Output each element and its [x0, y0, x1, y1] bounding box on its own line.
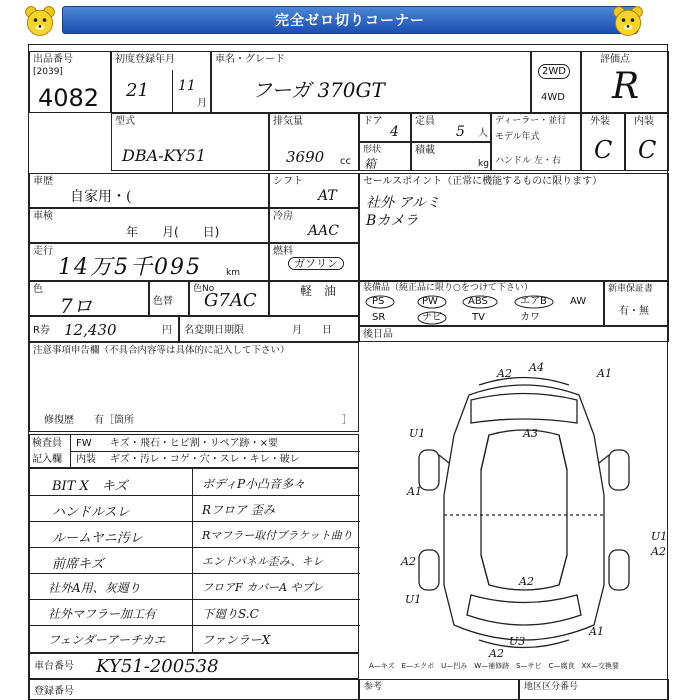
- equip-pw: PW: [422, 296, 438, 307]
- model-value: フーガ 370GT: [252, 78, 385, 102]
- equip-ps: PS: [372, 296, 385, 307]
- mark-a2-right: A2: [651, 545, 666, 558]
- first-reg-year: 21: [126, 80, 149, 101]
- notes-label: 注意事項申告欄（不具合内容等は具体的に記入して下さい）: [33, 345, 290, 356]
- door-label: ドア: [363, 116, 383, 127]
- mark-u1-left: U1: [409, 427, 426, 440]
- registration-label: 登録番号: [34, 686, 74, 697]
- mark-u3: U3: [509, 635, 526, 648]
- lot-label: 出品番号: [33, 54, 73, 65]
- mileage-label: 走行: [33, 246, 53, 257]
- mark-a2-left: A2: [401, 555, 416, 568]
- first-reg-label: 初度登録年月: [115, 54, 175, 65]
- recycle-label: R券: [33, 325, 50, 336]
- load-label: 積載: [415, 145, 435, 156]
- exterior-value: C: [594, 136, 613, 164]
- type-value: DBA-KY51: [122, 146, 206, 165]
- banner-title: 完全ゼロ切りコーナー: [275, 13, 425, 29]
- name-change-label: 名変期日期限: [184, 325, 244, 336]
- body-label: 形状: [363, 145, 382, 155]
- dealer-label: ディーラー・並行: [495, 116, 567, 126]
- drive-box: [531, 51, 581, 113]
- auction-sheet: [28, 44, 668, 700]
- diagram-legend: A—キズ E—エクボ U—凹み W—補修跡 S—サビ C—腐食 XX—交換要: [369, 662, 620, 670]
- displacement-box: [269, 113, 359, 171]
- mark-a1-rear: A1: [589, 625, 604, 638]
- mileage-box: [29, 243, 269, 281]
- reference-label: 参考: [364, 682, 383, 692]
- remark-left-7: フェンダーアーチカエ: [48, 633, 166, 647]
- fuel-other: 軽 油: [300, 284, 337, 298]
- chassis-value: KY51-200538: [96, 656, 219, 677]
- mark-a3: A3: [523, 427, 538, 440]
- interior-label-2: 内装: [76, 454, 96, 465]
- fuel-value: ガソリン: [288, 257, 344, 270]
- first-registration-box: [111, 51, 211, 113]
- ac-value: AAC: [308, 223, 339, 239]
- mark-a1-top: A1: [597, 367, 612, 380]
- remark-left-3: ルームヤニ汚レ: [52, 531, 143, 546]
- car-history-box: [29, 173, 269, 208]
- drive-4wd: 4WD: [541, 92, 565, 103]
- remarks-box: [29, 468, 359, 653]
- name-change-box: [179, 316, 359, 342]
- remark-left-4: 前席キズ: [52, 557, 104, 572]
- warranty-box: [604, 281, 669, 326]
- repair-close: ］: [342, 415, 352, 426]
- type-box: [111, 113, 269, 171]
- lot-number-box: [29, 51, 111, 113]
- recycle-value: 12,430: [64, 321, 117, 339]
- yen-unit: 円: [162, 325, 172, 336]
- interior-items: ギズ・汚レ・コゲ・穴・スレ・キレ・破レ: [110, 454, 300, 465]
- fw-label: FW: [76, 438, 92, 449]
- capacity-label: 定員: [415, 116, 435, 127]
- color-no-value: G7AC: [204, 290, 257, 311]
- capacity-box: [411, 113, 491, 142]
- person-unit: 人: [478, 128, 488, 139]
- inspector-label: 検査員: [32, 438, 62, 449]
- fuel-label: 燃料: [273, 246, 293, 257]
- mark-u1-right-2: U1: [405, 593, 422, 606]
- ac-box: [269, 208, 359, 243]
- chassis-label: 車台番号: [34, 661, 74, 672]
- grade-label: 評価点: [600, 54, 630, 65]
- model-year-label: モデル年式: [495, 132, 540, 142]
- bear-mascot-icon: [610, 3, 646, 39]
- inspection-label: 車検: [33, 211, 53, 222]
- remark-right-5: フロアF カバーA やブレ: [202, 581, 324, 594]
- sales-line-1: 社外 アルミ: [366, 195, 440, 211]
- body-value: 箱: [364, 157, 377, 171]
- grade-value: R: [612, 66, 640, 107]
- cc-unit: cc: [340, 156, 351, 167]
- remark-left-5: 社外A用、灰週り: [48, 581, 141, 595]
- fw-items: キズ・飛石・ヒビ割・リペア跡・×要: [110, 438, 278, 449]
- remark-right-1: ボディP小凸音多々: [202, 477, 306, 491]
- bear-mascot-icon: [22, 3, 58, 39]
- area-label: 地区区分番号: [524, 682, 579, 692]
- interior-box: [625, 113, 669, 171]
- mark-a2-rear: A2: [489, 647, 504, 660]
- equip-aw: AW: [570, 296, 587, 307]
- inspector-box: [29, 434, 359, 468]
- remark-left-1: BIT X キズ: [52, 479, 128, 494]
- remark-right-3: Rマフラー取付ブラケット曲り: [202, 529, 353, 542]
- repair-label: 修復歴 有［箇所: [44, 415, 134, 426]
- ac-label: 冷房: [273, 211, 293, 222]
- sales-line-2: Bカメラ: [366, 213, 419, 229]
- reference-box: [359, 679, 519, 700]
- equipment-label: 装備品（純正品に限り○をつけて下さい）: [363, 283, 533, 293]
- lot-number: 4082: [38, 84, 100, 112]
- equip-airbag: エアB: [520, 296, 547, 307]
- equipment-box: [359, 281, 604, 326]
- remark-right-7: ファンラーX: [202, 633, 271, 647]
- color-no-box: [189, 281, 269, 316]
- color-label: 色: [33, 284, 43, 295]
- equip-tv: TV: [472, 312, 485, 323]
- drive-2wd: 2WD: [538, 64, 570, 79]
- capacity-value: 5: [456, 124, 465, 140]
- sales-label: セールスポイント（正常に機能するものに限ります）: [363, 176, 603, 187]
- dealer-box: [491, 113, 581, 171]
- color-value: 7ロ: [60, 294, 93, 318]
- exterior-label: 外装: [590, 116, 610, 127]
- mark-a4: A4: [529, 361, 544, 374]
- recycle-box: [29, 316, 179, 342]
- fuel-other-box: [269, 281, 359, 316]
- month-unit: 月: [197, 98, 207, 109]
- equipment-circles: [360, 292, 605, 326]
- km-unit: km: [226, 268, 240, 278]
- remark-right-4: エンドパネル歪み、キレ: [202, 555, 324, 568]
- entry-label: 記入欄: [32, 454, 62, 465]
- equip-navi: ナビ: [422, 312, 442, 323]
- area-box: [519, 679, 669, 700]
- remark-left-2: ハンドルスレ: [52, 505, 130, 520]
- equip-leather: カワ: [520, 312, 540, 323]
- rear-seat-box: [359, 326, 669, 342]
- grade-box: [581, 51, 669, 113]
- handle-label: ハンドル 左・右: [495, 156, 561, 166]
- door-value: 4: [390, 124, 399, 140]
- warranty-value: 有・無: [619, 306, 649, 317]
- color-change-label: 色替: [153, 296, 173, 307]
- banner-bar: [62, 6, 638, 34]
- mark-a1-left: A1: [407, 485, 422, 498]
- color-box: [29, 281, 149, 316]
- registration-box: [29, 679, 359, 700]
- sales-point-box: [359, 173, 669, 281]
- interior-value: C: [638, 136, 657, 164]
- first-reg-month: 11: [178, 78, 196, 94]
- displacement-label: 排気量: [273, 116, 303, 127]
- load-box: [411, 142, 491, 171]
- type-label: 型式: [115, 116, 135, 127]
- shift-box: [269, 173, 359, 208]
- model-grade-box: [211, 51, 531, 113]
- color-no-label: 色No: [193, 284, 215, 294]
- rear-seat-label: 後日品: [363, 329, 393, 340]
- shift-value: AT: [318, 188, 337, 204]
- car-history-label: 車歴: [33, 176, 53, 187]
- body-box: [359, 142, 411, 171]
- exterior-box: [581, 113, 625, 171]
- mileage-value: 14万5千095: [58, 255, 202, 280]
- car-damage-diagram: [379, 355, 669, 675]
- equip-abs: ABS: [468, 296, 488, 307]
- inspection-value: 年 月( 日): [126, 225, 220, 239]
- kg-unit: kg: [478, 159, 489, 169]
- inspection-box: [29, 208, 269, 243]
- model-label: 車名・グレード: [215, 54, 285, 65]
- displacement-value: 3690: [286, 148, 325, 166]
- mark-u1-right: U1: [651, 530, 668, 543]
- fuel-box: [269, 243, 359, 281]
- color-change-box: [149, 281, 189, 316]
- remark-left-6: 社外マフラー加工有: [48, 607, 157, 621]
- lot-sub: [2039]: [33, 67, 63, 77]
- remark-right-6: 下廻りS.C: [202, 607, 259, 621]
- warranty-label: 新車保証書: [608, 284, 654, 294]
- banner: [0, 0, 700, 42]
- mark-a2-top: A2: [497, 367, 512, 380]
- notes-box: [29, 342, 359, 432]
- equip-sr: SR: [372, 312, 386, 323]
- name-change-value: 月 日: [292, 325, 332, 336]
- interior-label: 内装: [634, 116, 654, 127]
- door-box: [359, 113, 411, 142]
- chassis-box: [29, 653, 359, 679]
- mark-a2-bottom: A2: [519, 575, 534, 588]
- remark-right-2: Rフロア 歪み: [202, 503, 275, 517]
- shift-label: シフト: [273, 176, 303, 187]
- car-history-value: 自家用・(: [70, 189, 132, 205]
